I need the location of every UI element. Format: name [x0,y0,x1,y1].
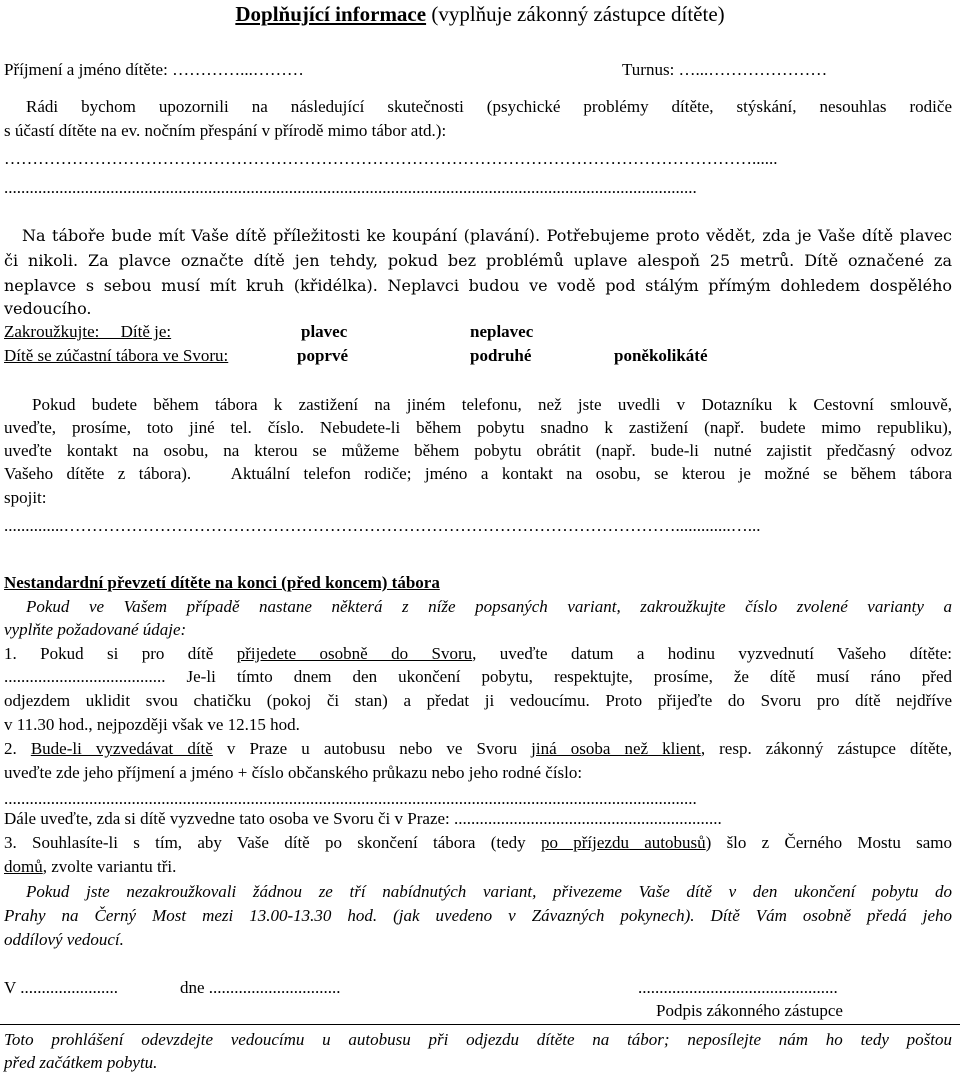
psych-text-line2: s účastí dítěte na ev. nočním přespání v přírodě mimo tábor atd.): [4,121,447,140]
psych-answer-line2[interactable]: ................................................................................................................................................................... [4,178,697,197]
option2-underlined1: Bude-li vyzvedávat dítě [30,739,213,758]
child-name-label: Příjmení a jméno dítěte: [4,60,168,79]
swim-line1: Na táboře bude mít Vaše dítě příležitosti ke koupání (plavání). Potřebujeme proto vědět, zda je Vaše dítě plavec [22,226,952,245]
option3-rest: , zvolte variantu tři. [42,857,177,876]
phone-line5: spojit: [4,488,47,507]
default-note-line1: Pokud jste nezakroužkovali žádnou ze tří nabídnutých variant, přivezeme Vaše dítě v den ukončení pobytu do [26,882,952,901]
turnus-field[interactable]: …...………………… [674,60,828,79]
option1-line4: v 11.30 hod., nejpozději však ve 12.15 hod. [4,715,300,734]
child-name-row [4,60,304,80]
option3-line2 [4,857,176,877]
circle-swimmer-label: Zakroužkujte: Dítě je: [4,322,172,341]
option2-rest: , resp. zákonný zástupce dítěte, [700,739,953,758]
phone-answer-field[interactable]: ..............……………………………………………………………………………………………….............…... [4,516,761,535]
option1-line1 [4,644,952,664]
option-plavec[interactable]: plavec [301,322,348,341]
swim-line3: neplavce s sebou musí mít kruh (křidélka). Neplavci budou ve vodě pod stálým přímým dohledem dospělého [4,276,952,295]
pickup-intro-line2: vyplňte požadované údaje: [4,620,187,639]
option3-lead[interactable]: 3. Souhlasíte-li s tím, aby Vaše dítě po skončení tábora (tedy [4,833,526,852]
option2-line1 [4,739,952,759]
option1-lead[interactable]: 1. Pokud si pro dítě [4,644,214,663]
option3-line1 [4,833,952,853]
option2-line2: uveďte zde jeho příjmení a jméno + číslo občanského průkazu nebo jeho rodné číslo: [4,763,583,782]
swim-line2: či nikoli. Za plavce označte dítě jen tehdy, pokud bez problémů uplave alespoň 25 metrů. Dítě označené za [4,251,952,270]
option1-underlined: přijedete osobně do Svoru [236,644,473,663]
option2-place-line[interactable]: Dále uveďte, zda si dítě vyzvedne tato osoba ve Svoru či v Praze: ............................................................... [4,809,722,828]
option1-rest: , uveďte datum a hodinu vyzvednutí Vašeho dítěte: [472,644,953,663]
place-label: V [4,978,16,997]
date-row [180,978,341,998]
option3-underlined2: domů [4,857,43,876]
form-title [0,2,960,26]
swim-line4: vedoucího. [4,299,92,318]
child-name-field[interactable]: …………...……… [167,60,304,79]
pickup-intro-line1: Pokud ve Vašem případě nastane některá z níže popsaných variant, zakroužkujte číslo zvolené varianty a [26,597,952,616]
option2-underlined2: jiná osoba než klient [531,739,701,758]
circle-attendance-label: Dítě se zúčastní tábora ve Svoru: [4,346,229,365]
turnus-label: Turnus: [622,60,675,79]
option-ponekolikate[interactable]: poněkolikáté [614,346,708,365]
phone-line4: Vašeho dítěte z tábora). Aktuální telefon rodiče; jméno a kontakt na osobu, se kterou je možné se během tábora [4,464,952,483]
option-poprve[interactable]: poprvé [297,346,348,365]
option-neplavec[interactable]: neplavec [470,322,534,341]
date-label: dne [180,978,205,997]
footer-divider [0,1024,960,1025]
signature-field[interactable]: ............................................... [638,978,838,997]
psych-text-line1: Rádi bychom upozornili na následující skutečnosti (psychické problémy dítěte, stýskání, nesouhlas rodiče [26,97,952,116]
default-note-line2: Prahy na Černý Most mezi 13.00-13.30 hod. (jak uvedeno v Závazných pokynech). Dítě Vám osobně předá jeho [4,906,952,925]
option1-line3: odjezdem uklidit svou chatičku (pokoj či stan) a předat ji vedoucímu. Proto přijeďte do Svoru pro dítě nejdříve [4,691,952,710]
title-bold: Doplňující informace [235,2,427,26]
option2-number[interactable]: 2. [4,739,17,758]
phone-line2: uveďte, prosíme, toto jiné tel. číslo. Nebudete-li během pobytu snadno k zastižení (např. budete mimo republiku), [4,418,952,437]
date-field[interactable]: ............................... [204,978,341,997]
option2-middle: v Praze u autobusu nebo ve Svoru [226,739,518,758]
option-podruhe[interactable]: podruhé [470,346,532,365]
phone-line3: uveďte kontakt na osobu, na kterou se můžeme během pobytu obrátit (např. bude-li nutné zajistit předčasný odvoz [4,441,952,460]
option1-line2[interactable]: ...................................... Je-li tímto dnem den ukončení pobytu, respektujte, prosíme, že dítě musí ráno před [4,667,952,686]
footer-line2: před začátkem pobytu. [4,1053,158,1072]
option2-answer-field[interactable]: ................................................................................................................................................................... [4,789,697,808]
option3-underlined1: po příjezdu autobusů [540,833,706,852]
title-subtitle: (vyplňuje zákonný zástupce dítěte) [426,2,725,26]
signature-label: Podpis zákonného zástupce [656,1001,843,1020]
place-field[interactable]: ....................... [15,978,118,997]
option3-middle: ) šlo z Černého Mostu samo [705,833,952,852]
phone-line1: Pokud budete během tábora k zastižení na jiném telefonu, než jste uvedli v Dotazníku k Cestovní smlouvě, [32,395,952,414]
turnus-row [622,60,827,80]
place-row [4,978,118,998]
psych-answer-line1[interactable]: ……………………………………………………………………………………………………………………...... [4,149,778,168]
footer-line1: Toto prohlášení odevzdejte vedoucímu u autobusu při odjezdu dítěte na tábor; neposílejte nám ho tedy poštou [4,1030,952,1049]
default-note-line3: oddílový vedoucí. [4,930,124,949]
pickup-heading: Nestandardní převzetí dítěte na konci (před koncem) tábora [4,573,440,592]
